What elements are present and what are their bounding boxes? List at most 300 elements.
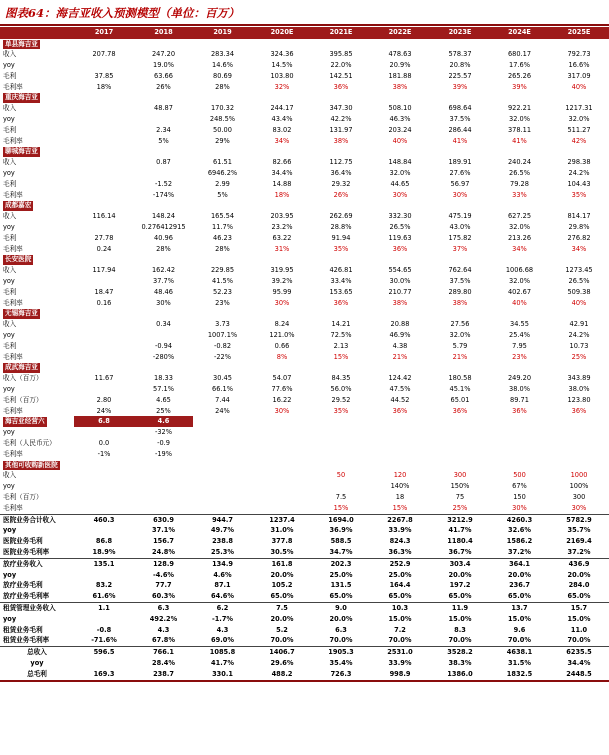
value-cell: 181.88	[388, 71, 412, 80]
value-cell: 500	[513, 471, 526, 480]
value-cell: 36.4%	[330, 169, 352, 178]
value-cell: 20.9%	[389, 61, 411, 70]
table-row	[0, 580, 609, 591]
value-cell: 630.9	[134, 514, 193, 525]
value-cell: 596.5	[93, 648, 115, 657]
value-cell: 2.99	[215, 179, 230, 188]
value-cell: 140%	[390, 482, 410, 491]
value-cell: 1386.0	[430, 669, 490, 681]
table-row	[0, 49, 609, 60]
value-cell	[74, 190, 134, 201]
table-row	[0, 103, 609, 114]
value-cell: 7.44	[215, 395, 230, 404]
value-cell: 20.0%	[270, 570, 294, 579]
section-title-cell	[0, 362, 74, 373]
value-cell: 148.24	[151, 212, 176, 221]
value-cell: -4.6%	[152, 570, 175, 579]
section-header-row	[0, 254, 609, 265]
value-cell: 509.38	[567, 287, 591, 296]
value-cell: 37.1%	[152, 526, 175, 535]
value-cell	[193, 427, 252, 438]
value-cell: 0.34	[156, 320, 171, 329]
value-cell	[312, 438, 370, 449]
value-cell	[370, 308, 430, 319]
value-cell: 65.0%	[430, 591, 490, 602]
value-cell: 11.7%	[212, 223, 233, 232]
value-cell	[74, 60, 134, 71]
table-row	[0, 319, 609, 330]
value-cell: 46.3%	[389, 115, 411, 124]
header-year-cell: 2023E	[430, 27, 490, 39]
value-cell: 25.0%	[329, 570, 353, 579]
value-cell	[490, 449, 549, 460]
value-cell: 14.88	[272, 179, 292, 188]
value-cell: 5%	[217, 190, 228, 199]
value-cell: 1273.45	[565, 266, 593, 275]
value-cell: 1406.7	[269, 648, 295, 657]
table-row	[0, 114, 609, 125]
value-cell: 43.4%	[271, 115, 293, 124]
value-cell: 42.2%	[330, 115, 352, 124]
section-title: 聊城海吉亚	[5, 147, 38, 156]
value-cell	[312, 146, 370, 157]
row-label: yoy	[30, 658, 44, 667]
table-row	[0, 658, 609, 669]
value-cell	[252, 470, 312, 481]
value-cell	[252, 362, 312, 373]
value-cell: 395.85	[329, 50, 353, 59]
value-cell: 2.80	[96, 395, 112, 404]
value-cell: 4260.3	[490, 514, 549, 525]
value-cell: 18.33	[154, 374, 173, 383]
value-cell: 14.21	[331, 320, 351, 329]
value-cell	[193, 200, 252, 211]
value-cell: 6.3	[335, 625, 347, 634]
value-cell: 41.7%	[211, 658, 234, 667]
value-cell: 34%	[512, 244, 527, 253]
table-row	[0, 591, 609, 602]
row-label: yoy	[3, 169, 15, 178]
value-cell: 26.5%	[389, 223, 411, 232]
value-cell: 34%	[274, 136, 290, 145]
value-cell: 75	[455, 492, 465, 501]
table-row	[0, 481, 609, 492]
value-cell: 578.37	[448, 50, 472, 59]
value-cell	[370, 362, 430, 373]
table-row	[0, 647, 609, 658]
value-cell: 37.2%	[549, 547, 609, 558]
value-cell: 766.1	[153, 648, 174, 657]
row-label: 租赁管理业务收入	[3, 603, 56, 612]
value-cell: 36%	[512, 406, 527, 415]
value-cell: 18	[395, 492, 405, 501]
value-cell: 436.9	[568, 559, 590, 568]
value-cell: 35%	[333, 244, 349, 253]
value-cell: 35.4%	[329, 658, 353, 667]
value-cell: 22.0%	[330, 61, 352, 70]
value-cell: 40%	[571, 298, 587, 307]
value-cell: -22%	[213, 352, 232, 361]
row-label: yoy	[3, 223, 15, 232]
value-cell	[134, 481, 193, 492]
table-row	[0, 125, 609, 136]
value-cell: 25%	[452, 503, 468, 512]
section-header-row	[0, 146, 609, 157]
value-cell: 121.0%	[269, 331, 295, 340]
value-cell	[490, 39, 549, 50]
value-cell	[312, 308, 370, 319]
row-label: yoy	[3, 428, 15, 437]
value-cell	[252, 438, 312, 449]
value-cell	[549, 92, 609, 103]
header-year-cell: 2022E	[370, 27, 430, 39]
value-cell: 60.3%	[134, 591, 193, 602]
value-cell: 460.3	[74, 514, 134, 525]
value-cell	[252, 449, 312, 460]
value-cell	[490, 416, 549, 427]
value-cell: 262.69	[329, 212, 353, 221]
table-row	[0, 136, 609, 147]
value-cell	[134, 362, 193, 373]
value-cell: 65.0%	[370, 591, 430, 602]
row-label: 毛利（百万）	[3, 492, 43, 501]
value-cell: 10.3	[391, 603, 409, 612]
row-label: 放疗业务毛利	[3, 581, 43, 590]
header-year-cell: 2020E	[252, 27, 312, 39]
value-cell: 944.7	[193, 514, 252, 525]
value-cell: 30.45	[213, 374, 232, 383]
value-cell	[312, 92, 370, 103]
value-cell: -0.8	[96, 625, 112, 634]
value-cell	[312, 200, 370, 211]
value-cell: 11.9	[451, 603, 469, 612]
value-cell: 29.6%	[270, 658, 294, 667]
value-cell	[74, 276, 134, 287]
value-cell: 79.28	[510, 179, 529, 188]
section-title: 海吉亚经营六	[5, 417, 45, 426]
value-cell: 726.3	[312, 669, 370, 681]
value-cell: 4.3	[157, 625, 170, 634]
value-cell: 33.9%	[388, 526, 412, 535]
value-cell	[549, 308, 609, 319]
row-label: 收入	[3, 50, 17, 59]
value-cell	[490, 427, 549, 438]
value-cell: 298.38	[567, 158, 591, 167]
value-cell: 28.8%	[330, 223, 352, 232]
value-cell: 300	[453, 471, 467, 480]
value-cell: 6946.2%	[207, 169, 238, 178]
value-cell: 33.9%	[388, 658, 412, 667]
value-cell: -280%	[152, 352, 175, 361]
value-cell: 41.7%	[448, 526, 472, 535]
table-row	[0, 82, 609, 93]
value-cell: 32%	[274, 82, 290, 91]
value-cell: 29.52	[331, 395, 351, 404]
value-cell: 49.7%	[211, 526, 234, 535]
table-row	[0, 179, 609, 190]
value-cell: 83.2	[95, 581, 113, 590]
value-cell	[312, 427, 370, 438]
value-cell	[74, 146, 134, 157]
value-cell: 11.67	[94, 374, 114, 383]
value-cell: -0.9	[157, 438, 170, 447]
value-cell: 120	[393, 471, 407, 480]
value-cell	[193, 470, 252, 481]
value-cell: 21%	[392, 352, 408, 361]
value-cell: 36.9%	[329, 526, 353, 535]
value-cell: -32%	[154, 428, 173, 437]
value-cell	[252, 460, 312, 471]
value-cell: 7.5	[276, 603, 288, 612]
value-cell: 20.0%	[508, 570, 531, 579]
value-cell: 61.51	[213, 158, 232, 167]
value-cell: 197.2	[449, 581, 471, 590]
value-cell	[430, 308, 490, 319]
table-row	[0, 276, 609, 287]
value-cell: 7.2	[394, 625, 406, 634]
value-cell	[74, 570, 134, 581]
value-cell: 70.0%	[549, 635, 609, 646]
value-cell: 20.0%	[567, 570, 591, 579]
value-cell	[370, 39, 430, 50]
row-label: yoy	[3, 482, 15, 491]
row-label: 毛利率	[3, 298, 23, 307]
row-label: yoy	[3, 570, 17, 579]
value-cell: 39.2%	[271, 277, 293, 286]
value-cell: 0.87	[156, 158, 171, 167]
value-cell: 38.3%	[448, 658, 472, 667]
value-cell	[549, 460, 609, 471]
row-label: 毛利	[3, 341, 17, 350]
value-cell: 8%	[276, 352, 288, 361]
value-cell: 20.88	[390, 320, 410, 329]
value-cell: 347.30	[329, 104, 353, 113]
value-cell	[312, 362, 370, 373]
value-cell: 252.9	[389, 559, 411, 568]
value-cell	[370, 416, 430, 427]
value-cell: 24%	[96, 406, 112, 415]
value-cell: 32.6%	[508, 526, 531, 535]
value-cell	[549, 146, 609, 157]
value-cell: 28.4%	[152, 658, 175, 667]
value-cell	[74, 200, 134, 211]
value-cell: 29%	[215, 136, 230, 145]
value-cell: 303.4	[449, 559, 471, 568]
value-cell: 29.32	[331, 179, 351, 188]
value-cell: 15%	[392, 503, 408, 512]
value-cell: 84.35	[331, 374, 351, 383]
value-cell: 24%	[215, 406, 230, 415]
value-cell: 36%	[333, 298, 349, 307]
value-cell	[370, 92, 430, 103]
value-cell: 680.17	[507, 50, 532, 59]
value-cell: 0.66	[274, 341, 290, 350]
value-cell: 26.5%	[509, 169, 530, 178]
value-cell: 61.6%	[74, 591, 134, 602]
value-cell: 814.17	[567, 212, 591, 221]
value-cell	[490, 460, 549, 471]
value-cell: 28%	[215, 244, 230, 253]
value-cell: 20.8%	[449, 61, 471, 70]
row-label: 医院业务毛利	[3, 537, 43, 546]
value-cell: 377.8	[271, 537, 293, 546]
table-row	[0, 438, 609, 449]
value-cell: 112.75	[329, 158, 353, 167]
table-row	[0, 395, 609, 406]
value-cell	[74, 525, 134, 536]
value-cell: 41.5%	[212, 277, 233, 286]
value-cell: 265.26	[507, 71, 532, 80]
value-cell	[549, 449, 609, 460]
value-cell	[430, 416, 490, 427]
value-cell: 37.5%	[449, 277, 471, 286]
value-cell: 31.5%	[508, 658, 531, 667]
value-cell: 15%	[333, 503, 349, 512]
value-cell: 116.14	[92, 212, 116, 221]
row-label: yoy	[3, 385, 15, 393]
value-cell	[74, 470, 134, 481]
value-cell: 20.0%	[329, 614, 353, 623]
value-cell: 1085.8	[209, 648, 236, 657]
table-row	[0, 635, 609, 646]
value-cell: 24.8%	[134, 547, 193, 558]
value-cell	[74, 352, 134, 363]
value-cell: 37.7%	[153, 277, 174, 286]
value-cell	[430, 460, 490, 471]
row-label: 放疗业务收入	[3, 559, 43, 568]
value-cell: 32.0%	[389, 169, 411, 178]
value-cell	[134, 503, 193, 514]
value-cell: 225.57	[448, 71, 472, 80]
value-cell	[74, 157, 134, 168]
value-cell: 6.3	[157, 603, 170, 612]
value-cell: 30%	[452, 190, 468, 199]
value-cell: 29.8%	[568, 223, 590, 232]
value-cell: 698.64	[448, 104, 472, 113]
value-cell: 238.8	[212, 537, 233, 546]
value-cell: 4.65	[156, 395, 171, 404]
value-cell: 26.5%	[568, 277, 590, 286]
value-cell: 65.0%	[252, 591, 312, 602]
value-cell	[193, 492, 252, 503]
value-cell: 343.89	[567, 374, 591, 383]
value-cell: 1237.4	[252, 514, 312, 525]
value-cell: 38%	[392, 298, 408, 307]
header-year-cell: 2025E	[549, 27, 609, 39]
value-cell	[370, 427, 430, 438]
value-cell: 20.0%	[448, 570, 472, 579]
value-cell: 30.5%	[252, 547, 312, 558]
value-cell	[370, 460, 430, 471]
value-cell: 998.9	[370, 669, 430, 681]
table-row	[0, 244, 609, 255]
value-cell: 104.43	[567, 179, 591, 188]
value-cell: 488.2	[252, 669, 312, 681]
table-row	[0, 558, 609, 569]
value-cell: 69.0%	[193, 635, 252, 646]
value-cell: 48.46	[154, 287, 173, 296]
value-cell: 202.3	[330, 559, 352, 568]
row-label: 毛利（人民币元）	[3, 438, 56, 447]
value-cell	[490, 438, 549, 449]
value-cell: 64.6%	[193, 591, 252, 602]
value-cell: 65.0%	[490, 591, 549, 602]
value-cell: 402.67	[507, 287, 532, 296]
value-cell: 33%	[512, 190, 527, 199]
value-cell	[252, 146, 312, 157]
row-label: 放疗业务毛利率	[0, 591, 74, 602]
value-cell	[312, 481, 370, 492]
value-cell	[252, 492, 312, 503]
value-cell	[490, 362, 549, 373]
section-title: 重庆海吉亚	[5, 93, 38, 102]
value-cell	[490, 254, 549, 265]
value-cell: 2.34	[156, 125, 171, 134]
table-row	[0, 514, 609, 525]
value-cell: 34.7%	[312, 547, 370, 558]
value-cell: 3528.2	[447, 648, 473, 657]
table-row	[0, 190, 609, 201]
section-header-row	[0, 460, 609, 471]
value-cell: 1000	[570, 471, 588, 480]
value-cell: 15.7	[570, 603, 588, 612]
value-cell: 210.77	[388, 287, 412, 296]
section-title: 单县海吉亚	[5, 39, 38, 48]
header-year-cell: 2019	[193, 27, 252, 39]
value-cell: 203.95	[270, 212, 294, 221]
value-cell: 31%	[274, 244, 290, 253]
value-cell	[134, 470, 193, 481]
value-cell: 34.4%	[567, 658, 591, 667]
table-row	[0, 503, 609, 514]
value-cell: 17.6%	[509, 61, 530, 70]
value-cell: 37.5%	[449, 115, 471, 124]
value-cell	[193, 362, 252, 373]
value-cell: 134.9	[212, 559, 233, 568]
row-label: 收入	[3, 104, 17, 113]
value-cell	[74, 92, 134, 103]
row-label: 收入	[3, 266, 17, 275]
row-label: 毛利率	[3, 406, 23, 415]
value-cell	[74, 460, 134, 471]
table-row	[0, 669, 609, 681]
value-cell	[193, 92, 252, 103]
value-cell: 37.85	[94, 71, 114, 80]
value-cell	[74, 168, 134, 179]
value-cell: 627.25	[507, 212, 532, 221]
value-cell: 762.64	[448, 266, 472, 275]
header-year-cell: 2024E	[490, 27, 549, 39]
section-header-row	[0, 362, 609, 373]
row-label: 收入	[3, 471, 17, 480]
value-cell: 11.0	[570, 625, 588, 634]
table-row	[0, 373, 609, 384]
value-cell: -174%	[152, 190, 175, 199]
value-cell: 36%	[452, 406, 468, 415]
value-cell: 248.5%	[209, 115, 236, 124]
value-cell: 18%	[96, 82, 112, 91]
row-label: yoy	[3, 526, 17, 535]
value-cell	[430, 362, 490, 373]
row-label: 收入	[3, 158, 17, 167]
value-cell: 40%	[392, 136, 408, 145]
value-cell: 77.6%	[271, 385, 293, 393]
value-cell: 24.2%	[568, 331, 590, 340]
row-label: 租赁业务毛利率	[0, 635, 74, 646]
value-cell: 65.01	[450, 395, 470, 404]
header-year-cell: 2021E	[312, 27, 370, 39]
section-header-row	[0, 200, 609, 211]
